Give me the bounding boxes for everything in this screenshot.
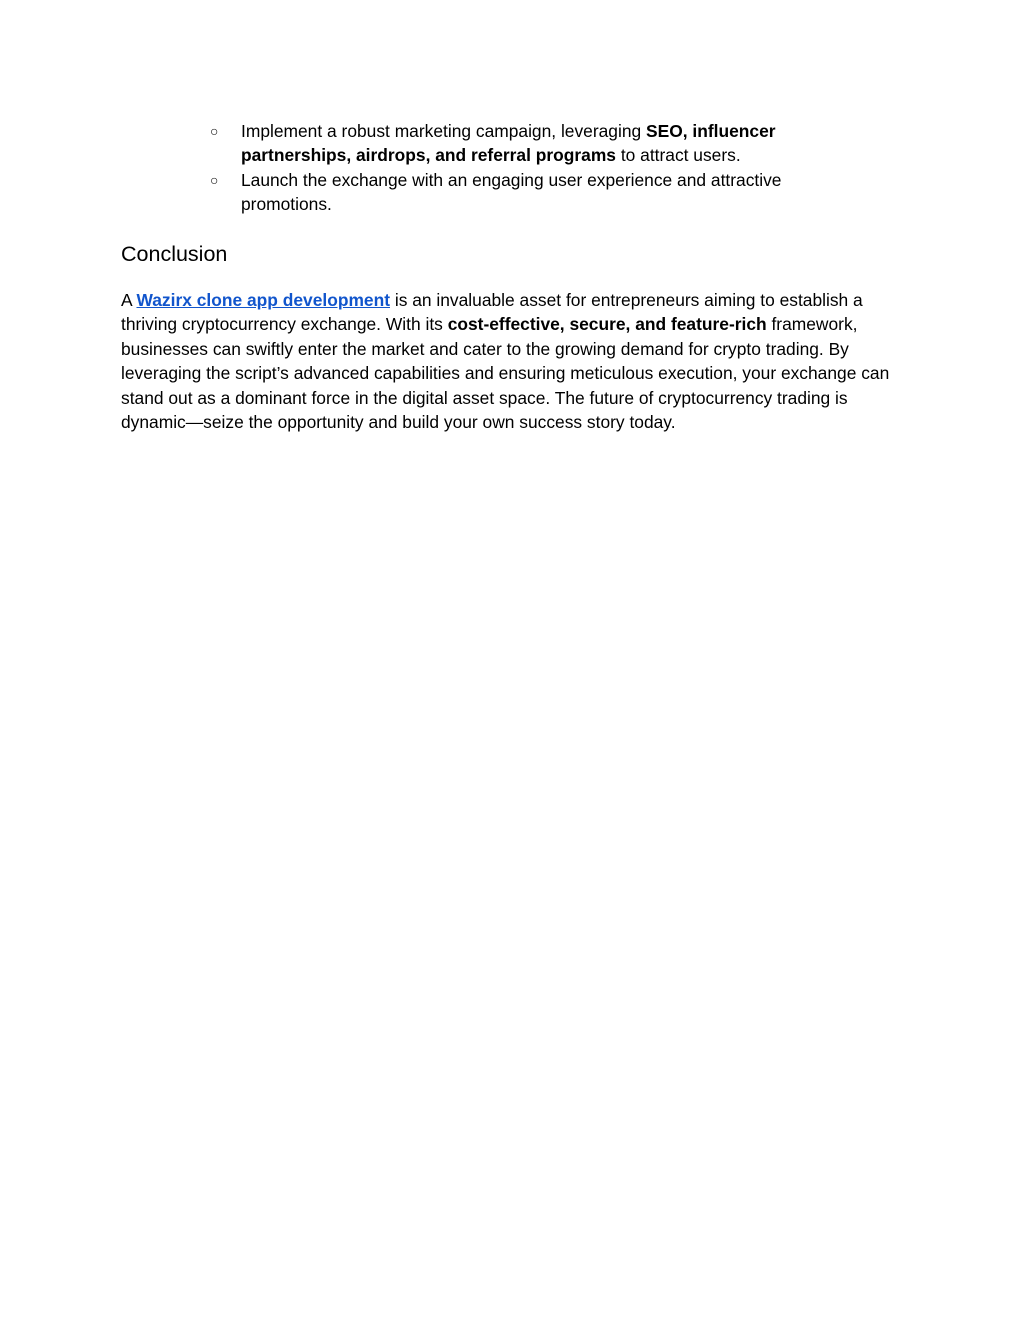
list-item xyxy=(210,119,841,168)
conclusion-paragraph xyxy=(121,288,911,434)
paragraph-text: framework, businesses can swiftly enter the market and cater to the growing demand for crypto trading. By leveraging the script’s advanced capabilities and ensuring meticulous execution, your exchange can stand out as a dominant force in the digital asset space. The future of cryptocurrency trading is dynamic—seize the opportunity and build your own success story today. xyxy=(121,314,890,433)
hollow-circle-bullet-icon: ○ xyxy=(210,171,219,188)
paragraph-text: A xyxy=(121,290,137,310)
list-item-bold-text: SEO, influencer partnerships, airdrops, and referral programs xyxy=(241,121,776,166)
list-item-text: Launch the exchange with an engaging user experience and attractive promotions. xyxy=(241,169,782,215)
hollow-circle-bullet-icon: ○ xyxy=(210,123,219,139)
list-item-text: Implement a robust marketing campaign, leveraging xyxy=(241,121,647,141)
paragraph-bold-text: cost-effective, secure, and feature-rich xyxy=(447,314,767,335)
conclusion-heading: Conclusion xyxy=(121,242,228,266)
wazirx-clone-link[interactable]: Wazirx clone app development xyxy=(136,290,390,310)
list-item xyxy=(210,168,841,217)
sub-bullet-list xyxy=(210,119,841,217)
paragraph-text: is an invaluable asset for entrepreneurs aiming to establish a thriving cryptocurrency exchange. With its xyxy=(121,290,863,335)
list-item-text: to attract users. xyxy=(615,145,741,166)
